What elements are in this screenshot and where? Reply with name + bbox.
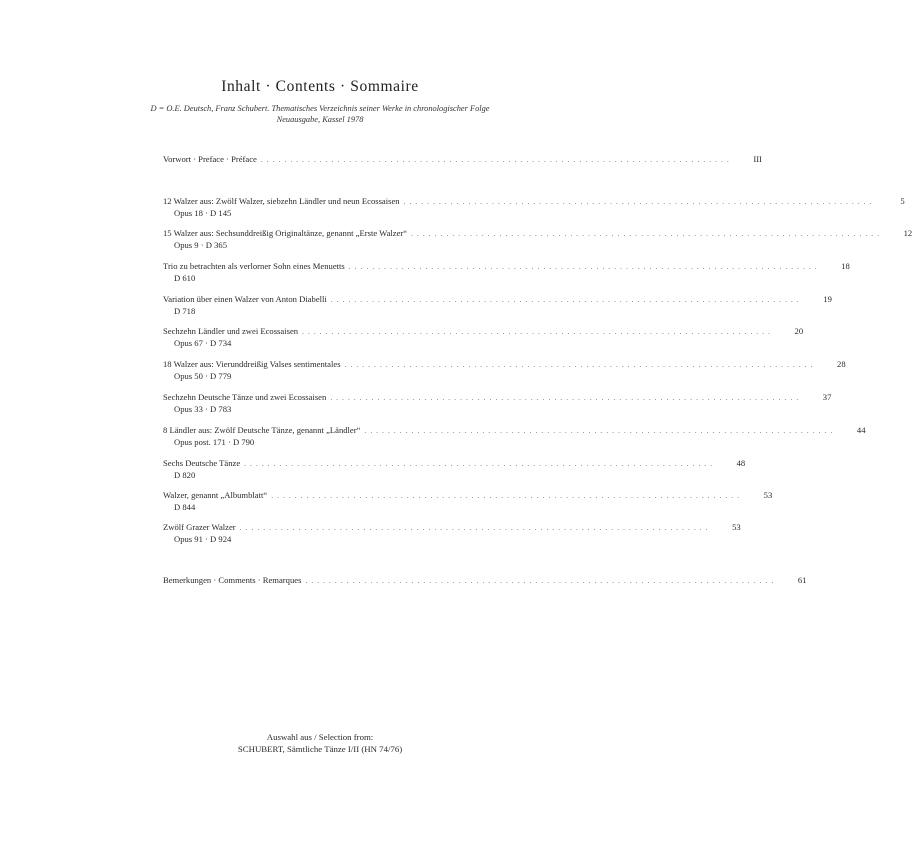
toc-entry-10[interactable] (163, 490, 773, 513)
leader-dots: . . . . . . . . . . . . . . . . . . . . . . . . . . . . . . . . . . . . . . . . . . . . . . . . . . . . . . . . . . . . . . . . . . . . . . . . . . . . . . . . (271, 492, 741, 500)
toc-entry-preface[interactable] (163, 154, 762, 166)
toc-entry-7[interactable] (163, 392, 832, 415)
entry-catalog: Opus 18 · D 145 (174, 208, 232, 218)
entry-catalog: D 610 (174, 273, 196, 283)
source-note-line-1: Auswahl aus / Selection from: (266, 732, 374, 742)
entry-catalog: D 844 (174, 502, 196, 512)
entry-label: 8 Ländler aus: Zwölf Deutsche Tänze, genannt „Ländler“ (163, 425, 361, 435)
page-number: 44 (856, 425, 866, 435)
entry-catalog: Opus 91 · D 924 (174, 534, 232, 544)
entry-label: 18 Walzer aus: Vierunddreißig Valses sentimentales (163, 359, 341, 369)
entry-label: Sechs Deutsche Tänze (163, 458, 241, 468)
entry-label: Vorwort · Preface · Préface (163, 154, 257, 164)
entry-label: Trio zu betrachten als verlorner Sohn eines Menuetts (163, 261, 345, 271)
toc-entry-11[interactable] (163, 522, 741, 545)
leader-dots: . . . . . . . . . . . . . . . . . . . . . . . . . . . . . . . . . . . . . . . . . . . . . . . . . . . . . . . . . . . . . . . . . . . . . . . . . . . . . . . . (403, 198, 873, 206)
entry-label: Variation über einen Walzer von Anton Diabelli (163, 294, 327, 304)
leader-dots: . . . . . . . . . . . . . . . . . . . . . . . . . . . . . . . . . . . . . . . . . . . . . . . . . . . . . . . . . . . . . . . . . . . . . . . . . . . . . . . . (302, 328, 772, 336)
toc-entry-2[interactable] (163, 228, 912, 251)
entry-catalog: D 820 (174, 470, 196, 480)
source-note (0, 731, 640, 755)
toc-entry-3[interactable] (163, 261, 850, 284)
toc-entry-9[interactable] (163, 458, 746, 481)
page-number: 28 (837, 359, 846, 369)
page-number: 53 (763, 490, 773, 500)
entry-label: Sechzehn Ländler und zwei Ecossaisen (163, 326, 299, 336)
leader-dots: . . . . . . . . . . . . . . . . . . . . . . . . . . . . . . . . . . . . . . . . . . . . . . . . . . . . . . . . . . . . . . . . . . . . . . . . . . . . . . . . (364, 427, 834, 435)
page-number: 37 (822, 392, 832, 402)
toc-entry-comments[interactable] (163, 575, 807, 587)
entry-catalog: Opus 33 · D 783 (174, 404, 232, 414)
leader-dots: . . . . . . . . . . . . . . . . . . . . . . . . . . . . . . . . . . . . . . . . . . . . . . . . . . . . . . . . . . . . . . . . . . . . . . . . . . . . . . . . (330, 296, 800, 304)
page-number: 20 (794, 326, 804, 336)
page-number: 5 (900, 196, 905, 206)
leader-dots: . . . . . . . . . . . . . . . . . . . . . . . . . . . . . . . . . . . . . . . . . . . . . . . . . . . . . . . . . . . . . . . . . . . . . . . . . . . . . . . . (330, 394, 800, 402)
page-number: 53 (732, 522, 741, 532)
leader-dots: . . . . . . . . . . . . . . . . . . . . . . . . . . . . . . . . . . . . . . . . . . . . . . . . . . . . . . . . . . . . . . . . . . . . . . . . . . . . . . . . (344, 361, 814, 369)
page-number: III (753, 154, 762, 164)
source-note-line-2: SCHUBERT, Sämtliche Tänze I/II (HN 74/76) (237, 744, 403, 754)
page-number: 19 (823, 294, 832, 304)
page-number: 18 (841, 261, 850, 271)
toc-entry-5[interactable] (163, 326, 804, 349)
entry-label: Sechzehn Deutsche Tänze und zwei Ecossaisen (163, 392, 327, 402)
entry-catalog: D 718 (174, 306, 196, 316)
subtitle (0, 103, 640, 125)
entry-catalog: Opus 67 · D 734 (174, 338, 232, 348)
leader-dots: . . . . . . . . . . . . . . . . . . . . . . . . . . . . . . . . . . . . . . . . . . . . . . . . . . . . . . . . . . . . . . . . . . . . . . . . . . . . . . . . (411, 230, 881, 238)
page-number: 12 (903, 228, 912, 238)
entry-label: Zwölf Grazer Walzer (163, 522, 236, 532)
leader-dots: . . . . . . . . . . . . . . . . . . . . . . . . . . . . . . . . . . . . . . . . . . . . . . . . . . . . . . . . . . . . . . . . . . . . . . . . . . . . . . . . (305, 577, 775, 585)
leader-dots: . . . . . . . . . . . . . . . . . . . . . . . . . . . . . . . . . . . . . . . . . . . . . . . . . . . . . . . . . . . . . . . . . . . . . . . . . . . . . . . . (244, 460, 714, 468)
entry-label: 15 Walzer aus: Sechsunddreißig Originaltänze, genannt „Erste Walzer“ (163, 228, 408, 238)
leader-dots: . . . . . . . . . . . . . . . . . . . . . . . . . . . . . . . . . . . . . . . . . . . . . . . . . . . . . . . . . . . . . . . . . . . . . . . . . . . . . . . . (260, 156, 730, 164)
page-number: 48 (736, 458, 746, 468)
entry-label: Walzer, genannt „Albumblatt“ (163, 490, 268, 500)
toc-entry-6[interactable] (163, 359, 846, 382)
toc-entry-4[interactable] (163, 294, 832, 317)
entry-catalog: Opus 9 · D 365 (174, 240, 227, 250)
leader-dots: . . . . . . . . . . . . . . . . . . . . . . . . . . . . . . . . . . . . . . . . . . . . . . . . . . . . . . . . . . . . . . . . . . . . . . . . . . . . . . . . (239, 524, 709, 532)
entry-catalog: Opus 50 · D 779 (174, 371, 232, 381)
page-title: Inhalt · Contents · Sommaire (221, 78, 419, 95)
entry-catalog: Opus post. 171 · D 790 (174, 437, 255, 447)
subtitle-line-2: Neuausgabe, Kassel 1978 (276, 115, 364, 124)
page-number: 61 (797, 575, 807, 585)
toc-entry-8[interactable] (163, 425, 866, 448)
leader-dots: . . . . . . . . . . . . . . . . . . . . . . . . . . . . . . . . . . . . . . . . . . . . . . . . . . . . . . . . . . . . . . . . . . . . . . . . . . . . . . . . (348, 263, 818, 271)
subtitle-line-1: D = O.E. Deutsch, Franz Schubert. Thematisches Verzeichnis seiner Werke in chronologischer Folge (150, 104, 490, 113)
entry-label: 12 Walzer aus: Zwölf Walzer, siebzehn Ländler und neun Ecossaisen (163, 196, 400, 206)
toc-entry-1[interactable] (163, 196, 905, 219)
entry-label: Bemerkungen · Comments · Remarques (163, 575, 302, 585)
